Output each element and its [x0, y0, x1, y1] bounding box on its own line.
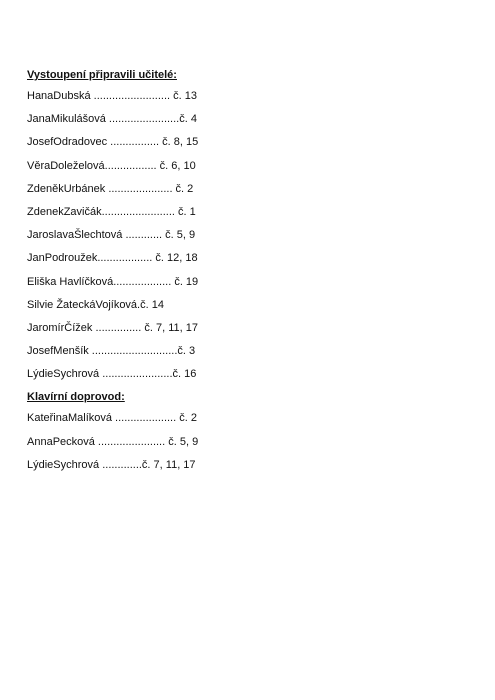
teacher-entry: JanPodroužek.................. č. 12, 18: [27, 252, 198, 265]
piano-entry: KateřinaMalíková .................... č. 2: [27, 412, 197, 425]
teacher-entry: JosefOdradovec ................ č. 8, 15: [27, 136, 199, 149]
piano-entry: LýdieSychrová .............č. 7, 11, 17: [27, 459, 196, 472]
teacher-entry: Silvie ŽateckáVojíková.č. 14: [27, 298, 164, 311]
teacher-entry: LýdieSychrová .......................č. 16: [27, 368, 197, 381]
teacher-entry: VěraDoleželová................. č. 6, 10: [27, 159, 196, 172]
teacher-entry: JaroslavaŠlechtová ............ č. 5, 9: [27, 229, 196, 242]
teacher-entry: Eliška Havlíčková................... č. 19: [27, 275, 199, 288]
teacher-entry: JosefMenšík ............................č. 3: [27, 345, 196, 358]
piano-entry: AnnaPecková ...................... č. 5, 9: [27, 435, 199, 448]
teachers-list: [27, 89, 467, 381]
teacher-entry: ZdeněkUrbánek ..................... č. 2: [27, 182, 194, 195]
teacher-entry: ZdenekZavičák........................ č. 1: [27, 205, 196, 218]
teacher-entry: HanaDubská ......................... č. 13: [27, 90, 197, 102]
piano-accompaniment-list: [27, 411, 467, 472]
document-page: [27, 68, 467, 472]
teacher-entry: JaromírČížek ............... č. 7, 11, 17: [27, 321, 198, 334]
teachers-heading: Vystoupení připravili učitelé:: [27, 69, 177, 81]
piano-accompaniment-heading: Klavírní doprovod:: [27, 391, 125, 404]
teacher-entry: JanaMikulášová .......................č. 4: [27, 113, 197, 126]
